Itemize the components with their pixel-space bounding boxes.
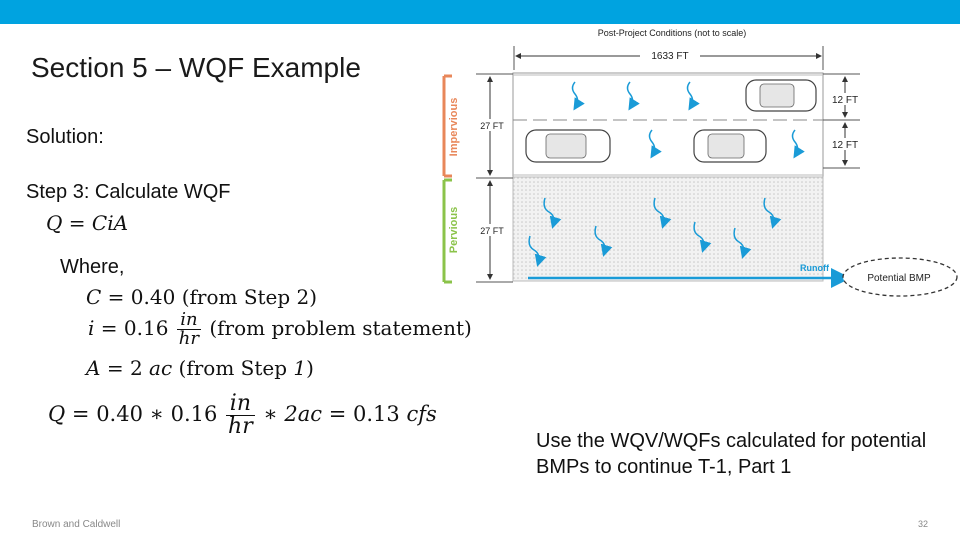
- solution-label: Solution:: [26, 126, 104, 148]
- result-i: 0.16: [170, 402, 218, 426]
- lane-lower-label: 12 FT: [831, 140, 859, 151]
- a-var: A: [86, 356, 101, 380]
- footer-company: Brown and Caldwell: [32, 519, 121, 530]
- continue-note: Use the WQV/WQFs calculated for potential BMPs to continue T-1, Part 1: [536, 430, 927, 478]
- result-equation: Q = 0.40 ∗ 0.16 $\frac{in}{hr}$ ∗ 2ac = 0.13 cfs: [48, 391, 437, 439]
- car-icon: [746, 80, 816, 111]
- a-definition: A = 2 ac (from Step 1): [86, 356, 314, 380]
- result-a: 2ac: [284, 402, 323, 426]
- result-unit-num: in: [229, 391, 251, 416]
- a-unit: ac: [149, 356, 173, 380]
- c-var: C: [86, 285, 102, 309]
- pervious-label: Pervious: [448, 206, 460, 254]
- impervious-width-label: 27 FT: [480, 121, 504, 131]
- diagram-title: Post-Project Conditions (not to scale): [597, 28, 747, 38]
- potential-bmp-label: Potential BMP: [867, 273, 931, 284]
- result-lhs: Q: [48, 402, 66, 426]
- lane-upper-label: 12 FT: [831, 95, 859, 106]
- step-label: Step 3: Calculate WQF: [26, 181, 231, 203]
- a-note-suffix: ): [306, 356, 314, 380]
- where-label: Where,: [60, 256, 125, 278]
- result-c: 0.40: [96, 402, 143, 426]
- c-value: 0.40: [130, 285, 176, 309]
- length-label: 1633 FT: [651, 51, 689, 62]
- i-value: 0.16: [123, 316, 169, 340]
- i-var: i: [88, 316, 95, 340]
- result-value: 0.13: [353, 402, 400, 426]
- car-icon: [526, 130, 610, 162]
- runoff-label: Runoff: [800, 263, 829, 273]
- a-note-prefix: (from Step: [178, 356, 294, 380]
- i-note: (from problem statement): [209, 316, 472, 340]
- pervious-area: [513, 177, 823, 281]
- c-definition: C = 0.40 (from Step 2): [86, 285, 318, 309]
- pervious-width-label: 27 FT: [480, 226, 504, 236]
- a-note-num: 1: [293, 356, 307, 380]
- i-unit-num: in: [180, 309, 198, 330]
- a-value: 2: [129, 356, 143, 380]
- impervious-label: Impervious: [448, 97, 460, 157]
- result-unit: cfs: [406, 402, 437, 426]
- page-number: 32: [918, 519, 929, 529]
- c-note: (from Step 2): [181, 285, 318, 309]
- car-icon: [694, 130, 766, 162]
- i-definition: i = 0.16 $\frac{in}{hr}$ (from problem statement): [88, 309, 472, 349]
- i-unit-den: hr: [178, 328, 199, 349]
- formula-q-equals-cia: Q = CiA: [46, 211, 129, 235]
- formula-lhs: Q: [46, 211, 63, 235]
- result-unit-den: hr: [228, 414, 253, 439]
- formula-rhs: CiA: [91, 211, 129, 235]
- slide-title: Section 5 – WQF Example: [31, 52, 361, 83]
